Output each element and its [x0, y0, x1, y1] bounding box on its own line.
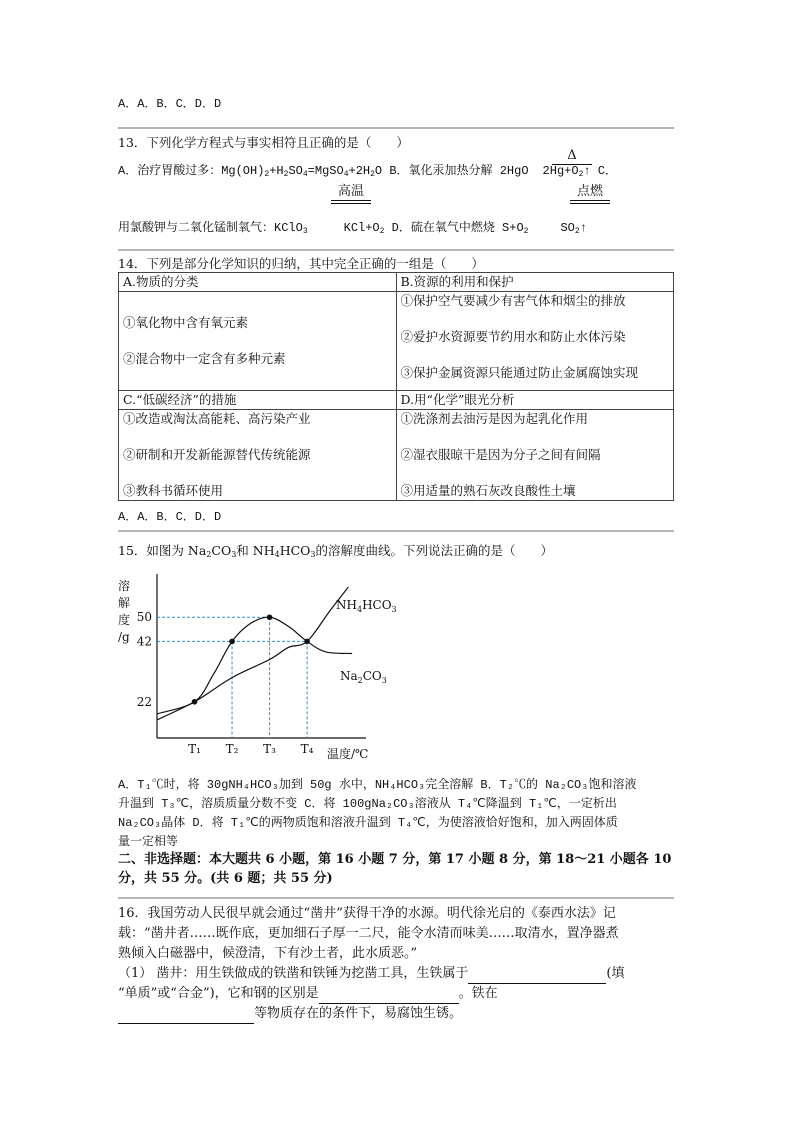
answer-blank-3[interactable]	[118, 1009, 254, 1024]
series-label-nh4hco3	[336, 598, 397, 614]
q13-text: KCl+O	[343, 221, 380, 235]
q16-line: 载：“凿井者……既作底，更加细石子厚一二尺，能令水清而味美……取清水，置净器煮	[118, 926, 619, 941]
q16-text: (填	[606, 966, 625, 981]
q14-cell-c-head: C.“低碳经济”的措施	[119, 391, 397, 410]
subscript: 2	[523, 227, 529, 236]
condition-bar	[331, 200, 371, 201]
q13-text: O B．氧化汞加热分解 2HgO	[374, 164, 529, 178]
subscript: 4	[343, 170, 349, 179]
q13-text: ↑	[579, 221, 587, 235]
subscript: 2	[264, 170, 270, 179]
divider	[118, 530, 674, 532]
data-point	[192, 699, 198, 705]
series-label-na2co3	[340, 669, 387, 685]
q15-options-line: 升温到 T₃℃，溶质质量分数不变 C．将 100gNa₂CO₃溶液从 T₄℃降温到 T₁℃，一定析出	[118, 797, 617, 811]
y-label-char: 溶	[118, 579, 131, 593]
q16-text: 等物质存在的条件下，易腐蚀生锈。	[254, 1006, 463, 1021]
curve-nh4hco3	[157, 587, 348, 720]
y-label-char: 度	[118, 613, 131, 627]
q13-text: ↑ C．	[583, 164, 617, 178]
y-tick-label: 42	[136, 634, 152, 649]
data-point	[229, 639, 235, 645]
x-tick-label: T₄	[300, 742, 314, 756]
y-tick-labels	[137, 610, 152, 709]
q13-text: SO	[560, 221, 575, 235]
q15-text: 和 NH	[236, 543, 275, 558]
q14-table	[118, 272, 674, 501]
q14-options: A．A．B．C．D．D	[118, 510, 222, 524]
q13-text: =MgSO	[307, 164, 344, 178]
q16-text: （1） 凿井：用生铁做成的铁凿和铁锤为挖凿工具，生铁属于	[118, 966, 469, 981]
q14-item: ①洗涤剂去油污是因为起乳化作用	[400, 411, 589, 426]
y-label-char: /g	[118, 630, 130, 644]
subscript: 3	[231, 550, 237, 559]
label-text: Na	[340, 669, 358, 683]
x-tick-labels	[188, 742, 314, 756]
subscript: 2	[357, 676, 363, 685]
q14-item: ③保护金属资源只能通过防止金属腐蚀实现	[400, 365, 639, 380]
subscript: 2	[574, 227, 580, 236]
subscript: 2	[578, 170, 584, 179]
q14-item: ③教科书循环使用	[123, 483, 224, 498]
q14-item: ②研制和开发新能源替代传统能源	[123, 447, 311, 462]
q14-cell-b-body	[396, 292, 674, 391]
answer-blank-1[interactable]	[468, 969, 606, 984]
q14-item: ②混合物中一定含有多种元素	[123, 351, 286, 366]
subscript: 2	[283, 170, 289, 179]
q13-text: SO	[288, 164, 303, 178]
label-text: CO	[362, 669, 382, 683]
q16-text: 。铁在	[458, 986, 498, 1001]
subscript: 3	[302, 227, 308, 236]
q14-item: ①保护空气要减少有害气体和烟尘的排放	[400, 293, 626, 308]
subscript: 4	[356, 605, 363, 614]
q16-line: 熟倾入白磁器中，候澄清，下有沙土者，此水质恶。”	[118, 946, 418, 961]
q16-line: 16．我国劳动人民很早就会通过“凿井”获得干净的水源。明代徐光启的《泰西水法》记	[118, 906, 616, 921]
q15-text: CO	[211, 543, 232, 558]
delta-symbol: Δ	[567, 148, 577, 163]
y-tick-label: 50	[136, 610, 152, 625]
data-point	[304, 639, 310, 645]
q14-item: ②湿衣服晾干是因为分子之间有间隔	[400, 447, 601, 462]
q13-text: A．治疗胃酸过多：Mg(OH)	[118, 164, 265, 178]
q13-text: D．硫在氧气中燃烧 S+O	[384, 221, 524, 235]
q16-part1	[118, 964, 624, 984]
section2-header	[118, 850, 671, 888]
section2-line: 二、非选择题：本大题共 6 小题，第 16 小题 7 分，第 17 小题 8 分，第 18～21 小题各 10	[118, 852, 672, 867]
q16-text: “单质”或“合金”)，它和钢的区别是	[118, 986, 319, 1001]
q15-options-line: A．T₁℃时，将 30gNH₄HCO₃加到 50g 水中，NH₄HCO₃完全溶解 B．T₂℃的 Na₂CO₃饱和溶液	[118, 778, 637, 792]
curve-na2co3	[157, 617, 352, 714]
high-temp-label: 高温	[337, 184, 364, 199]
q15-text: 15．如图为 Na	[118, 543, 207, 558]
q13-stem: 13．下列化学方程式与事实相符且正确的是（ ）	[118, 135, 409, 150]
q14-cell-a-body	[119, 292, 397, 391]
q14-cell-d-body	[396, 410, 674, 501]
q13-text: 2Hg+O	[542, 164, 579, 178]
q16-part1-cont	[118, 984, 624, 1004]
q14-item: ③用适量的熟石灰改良酸性土壤	[400, 483, 576, 498]
high-temp-condition	[331, 180, 371, 204]
subscript: 2	[379, 227, 385, 236]
subscript: 2	[206, 550, 212, 559]
subscript: 3	[310, 550, 316, 559]
condition-bar	[331, 203, 371, 204]
q14-stem: 14．下列是部分化学知识的归纳，其中完全正确的一组是（ ）	[118, 256, 484, 271]
q14-item: ①改造或淘汰高能耗、高污染产业	[123, 411, 311, 426]
ignite-label: 点燃	[576, 184, 603, 199]
divider	[118, 249, 674, 251]
curves	[157, 587, 352, 720]
q15-text: 的溶解度曲线。下列说法正确的是（ ）	[315, 543, 554, 558]
ignite-condition	[570, 180, 610, 204]
subscript: 4	[302, 170, 308, 179]
q14-item: ①氧化物中含有氧元素	[123, 315, 249, 330]
x-axis-label: 温度/℃	[327, 747, 369, 761]
subscript: 3	[381, 676, 387, 685]
label-text: HCO	[362, 598, 392, 612]
label-text: NH	[336, 598, 357, 612]
q15-options-line: Na₂CO₃晶体 D．将 T₁℃的两物质饱和溶液升温到 T₄℃，为使溶液恰好饱和，加入两固体质	[118, 816, 618, 830]
q13-text: +H	[269, 164, 284, 178]
subscript: 3	[391, 605, 397, 614]
q13-text: 用氯酸钾与二氧化锰制氧气：KClO	[118, 221, 303, 235]
subscript: 2	[370, 170, 375, 179]
q12-options: A．A．B．C．D．D	[118, 97, 222, 111]
q14-cell-b-head: B.资源的利用和保护	[396, 273, 674, 292]
q15-options	[118, 776, 636, 852]
condition-bar	[570, 203, 610, 204]
y-tick-label: 22	[136, 694, 152, 709]
answer-blank-2[interactable]	[319, 989, 459, 1004]
section2-line: 分，共 55 分。(共 6 题；共 55 分)	[118, 871, 333, 886]
q15-stem	[118, 541, 553, 565]
q15-text: HCO	[279, 543, 311, 558]
x-tick-label: T₃	[263, 742, 276, 756]
solubility-chart	[112, 572, 412, 772]
q15-options-line: 量一定相等	[118, 835, 179, 849]
q14-cell-a-head: A.物质的分类	[119, 273, 397, 292]
marked-points	[192, 614, 310, 704]
condition-bar	[570, 200, 610, 201]
y-axis-label	[118, 578, 130, 644]
y-label-char: 解	[118, 596, 131, 610]
x-tick-label: T₂	[225, 742, 239, 756]
q14-cell-c-body	[119, 410, 397, 501]
data-point	[267, 614, 273, 620]
q14-item: ②爱护水资源要节约用水和防止水体污染	[400, 329, 626, 344]
q16-part1-cont2	[118, 1004, 624, 1024]
divider	[118, 897, 674, 899]
q16	[118, 904, 624, 1024]
x-tick-label: T₁	[188, 742, 201, 756]
q13-text: +2H	[348, 164, 371, 178]
subscript: 4	[274, 550, 280, 559]
q13-line2	[118, 218, 587, 242]
divider	[118, 127, 674, 129]
q14-cell-d-head: D.用“化学”眼光分析	[396, 391, 674, 410]
